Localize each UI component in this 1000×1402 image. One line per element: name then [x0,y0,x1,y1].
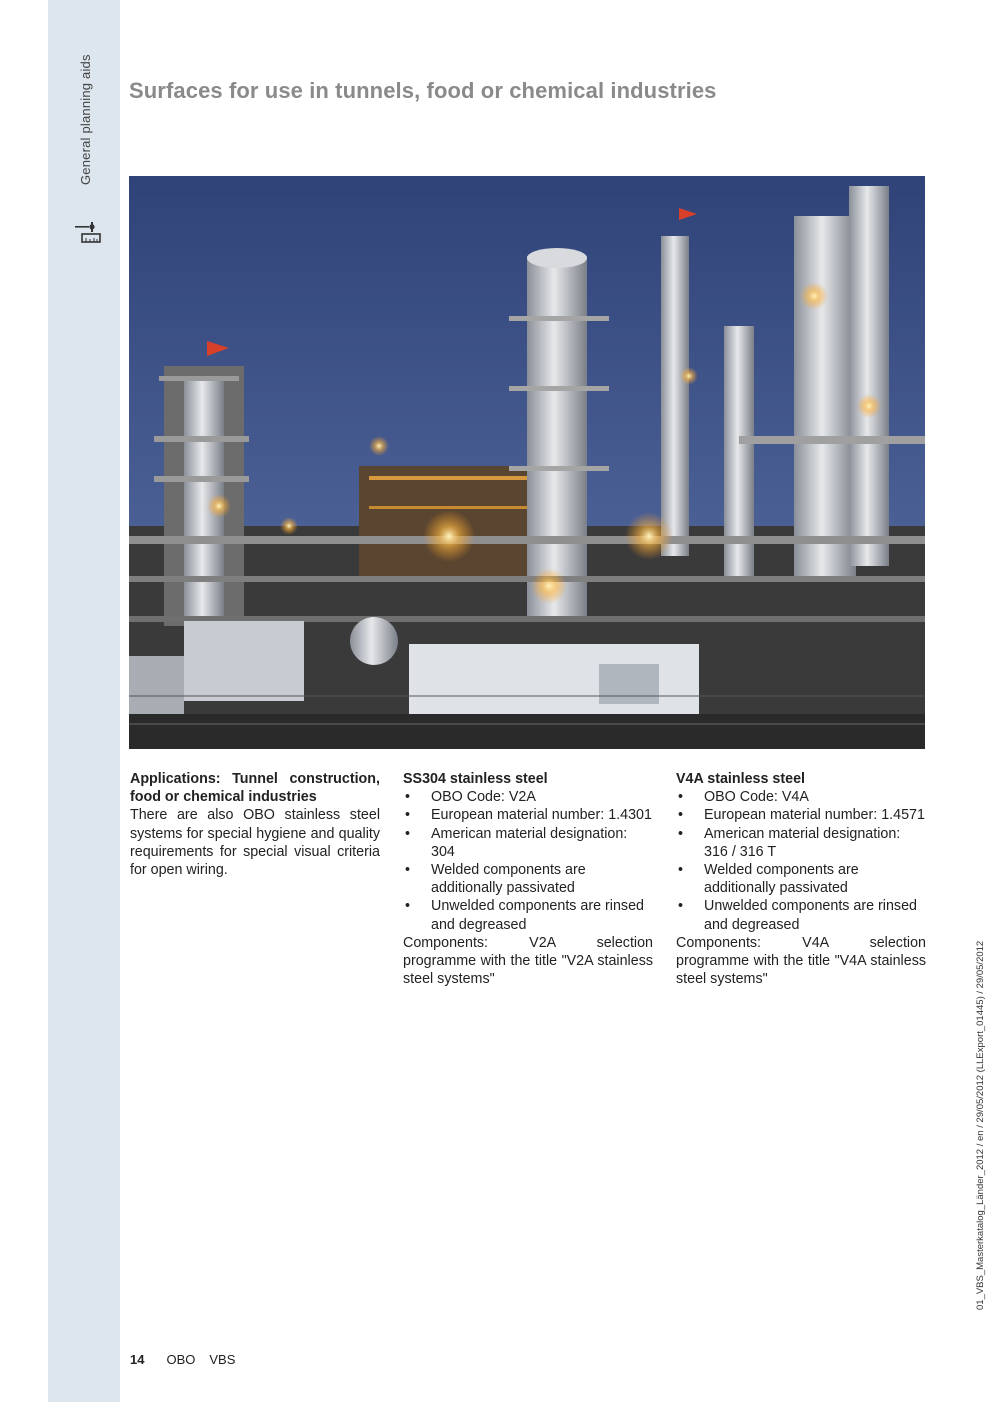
list-item: • Unwelded components are rinsed and degreased [676,897,926,933]
ss304-heading: SS304 stainless steel [403,771,548,787]
planning-tools-icon [75,222,101,244]
page-title: Surfaces for use in tunnels, food or chemical industries [129,78,717,103]
page-footer [130,1352,235,1367]
v4a-components-note: Components: V4A selection programme with the title "V4A stainless steel systems" [676,934,926,988]
list-item: • Welded components are additionally passivated [403,861,653,897]
applications-body: There are also OBO stainless steel systems for special hygiene and quality requirements for special visual criteria for open wiring. [130,807,380,879]
list-item: • Welded components are additionally passivated [676,861,926,897]
applications-column [130,770,380,879]
list-item: • Unwelded components are rinsed and degreased [403,897,653,933]
footer-brand: OBO [166,1352,196,1367]
list-item: • OBO Code: V4A [676,788,926,806]
list-item: • OBO Code: V2A [403,788,653,806]
applications-heading: Applications: Tunnel construction, food or chemical industries [130,771,380,806]
list-item: • European material number: 1.4301 [403,806,653,824]
list-item: • American material designation: 304 [403,825,653,861]
sidebar-band [48,0,120,1402]
section-label: General planning aids [78,54,93,185]
v4a-bullet-list [676,788,926,934]
list-item: • European material number: 1.4571 [676,806,926,824]
refinery-illustration [129,176,925,749]
ss304-column [403,770,653,988]
v4a-heading: V4A stainless steel [676,771,806,787]
list-item: • American material designation: 316 / 316 T [676,825,926,861]
ss304-components-note: Components: V2A selection programme with the title "V2A stainless steel systems" [403,934,653,988]
v4a-column [676,770,926,988]
chemical-plant-photo [129,176,925,749]
footer-section: VBS [209,1352,236,1367]
export-info: 01_VBS_Masterkatalog_Länder_2012 / en / 29/05/2012 (LLExport_01445) / 29/05/2012 [975,940,986,1310]
ss304-bullet-list [403,788,653,934]
page-number: 14 [130,1352,145,1367]
